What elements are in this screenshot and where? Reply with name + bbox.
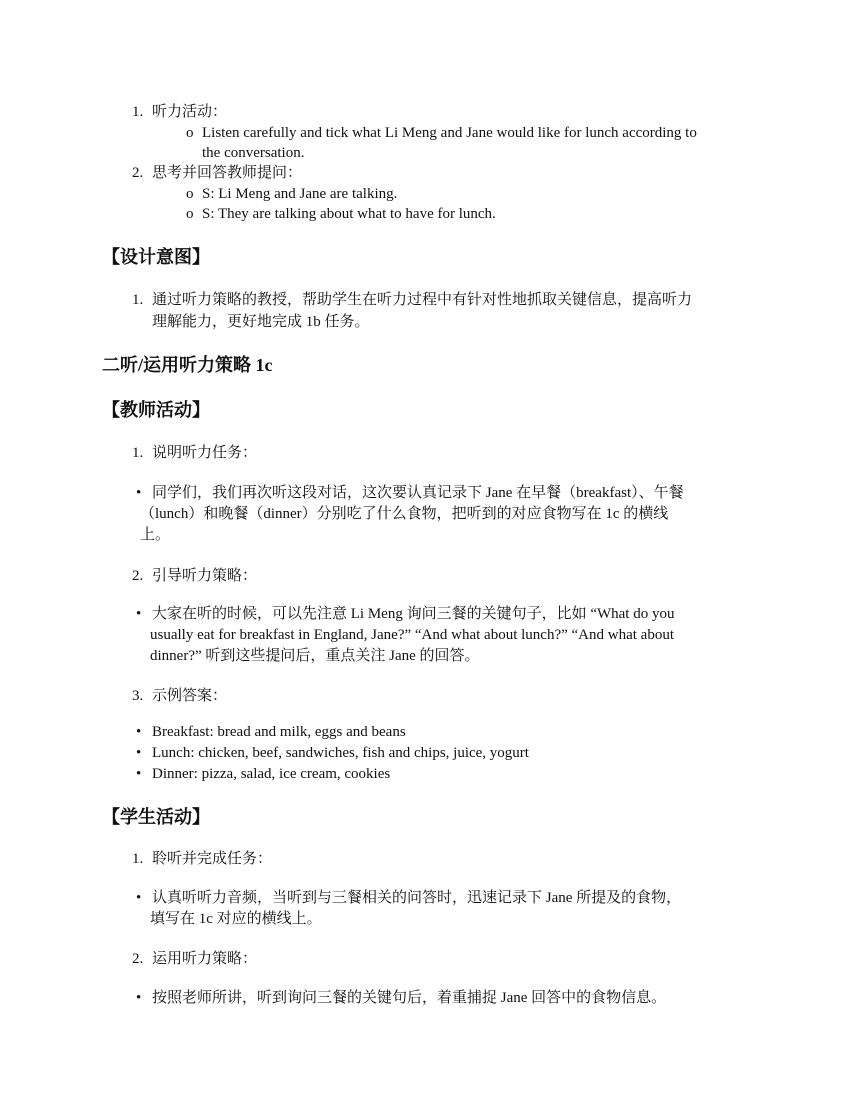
- list-number: 2.: [132, 165, 144, 181]
- bullet-text: （lunch）和晚餐（dinner）分别吃了什么食物，把听到的对应食物写在 1c 的横线: [140, 506, 669, 522]
- list-item-label: 听力活动：: [152, 104, 228, 120]
- list-number: 2.: [132, 568, 144, 584]
- bullet-text: 同学们，我们再次听这段对话，这次要认真记录下 Jane 在早餐（breakfast）、午餐: [152, 485, 684, 501]
- sub-bullet-marker: o: [186, 125, 194, 141]
- bullet-text: Breakfast: bread and milk, eggs and beans: [152, 724, 406, 740]
- list-item-text: 通过听力策略的教授，帮助学生在听力过程中有针对性地抓取关键信息，提高听力: [152, 292, 693, 308]
- sub-item-text: the conversation.: [202, 145, 305, 161]
- bullet-text: Dinner: pizza, salad, ice cream, cookies: [152, 766, 391, 782]
- list-number: 2.: [132, 951, 144, 967]
- sub-bullet-marker: o: [186, 186, 194, 202]
- sub-item-text: S: They are talking about what to have for lunch.: [202, 206, 496, 222]
- list-number: 3.: [132, 688, 144, 704]
- section-heading-student-activity: 【学生活动】: [102, 807, 210, 827]
- sub-item-text: Listen carefully and tick what Li Meng and Jane would like for lunch according to: [202, 125, 697, 141]
- bullet-text: 上。: [140, 527, 171, 543]
- list-item-label: 说明听力任务：: [152, 445, 258, 461]
- bullet-dot: •: [136, 990, 142, 1006]
- bullet-text: 大家在听的时候，可以先注意 Li Meng 询问三餐的关键句子，比如 “What do you: [152, 606, 675, 622]
- sub-bullet-marker: o: [186, 206, 194, 222]
- bullet-dot: •: [136, 724, 142, 740]
- section-heading-design-intent: 【设计意图】: [102, 247, 210, 267]
- list-number: 1.: [132, 445, 144, 461]
- bullet-text: 填写在 1c 对应的横线上。: [150, 911, 322, 927]
- bullet-text: dinner?” 听到这些提问后，重点关注 Jane 的回答。: [150, 648, 480, 664]
- list-item-text: 理解能力，更好地完成 1b 任务。: [152, 314, 370, 330]
- bullet-dot: •: [136, 766, 142, 782]
- bullet-text: 认真听听力音频，当听到与三餐相关的问答时，迅速记录下 Jane 所提及的食物，: [152, 890, 682, 906]
- list-item-label: 思考并回答教师提问：: [152, 165, 303, 181]
- list-item-label: 运用听力策略：: [152, 951, 258, 967]
- list-number: 1.: [132, 851, 144, 867]
- bullet-dot: •: [136, 485, 142, 501]
- bullet-text: 按照老师所讲，听到询问三餐的关键句后，着重捕捉 Jane 回答中的食物信息。: [152, 990, 667, 1006]
- list-item-label: 引导听力策略：: [152, 568, 258, 584]
- list-number: 1.: [132, 104, 144, 120]
- bullet-dot: •: [136, 606, 142, 622]
- list-item-label: 示例答案：: [152, 688, 228, 704]
- sub-item-text: S: Li Meng and Jane are talking.: [202, 186, 398, 202]
- list-item-label: 聆听并完成任务：: [152, 851, 273, 867]
- list-number: 1.: [132, 292, 144, 308]
- bullet-dot: •: [136, 745, 142, 761]
- bullet-dot: •: [136, 890, 142, 906]
- section-title: 二听/运用听力策略 1c: [102, 355, 273, 375]
- section-heading-teacher-activity: 【教师活动】: [102, 400, 210, 420]
- bullet-text: Lunch: chicken, beef, sandwiches, fish and chips, juice, yogurt: [152, 745, 529, 761]
- bullet-text: usually eat for breakfast in England, Jane?” “And what about lunch?” “And what about: [150, 627, 674, 643]
